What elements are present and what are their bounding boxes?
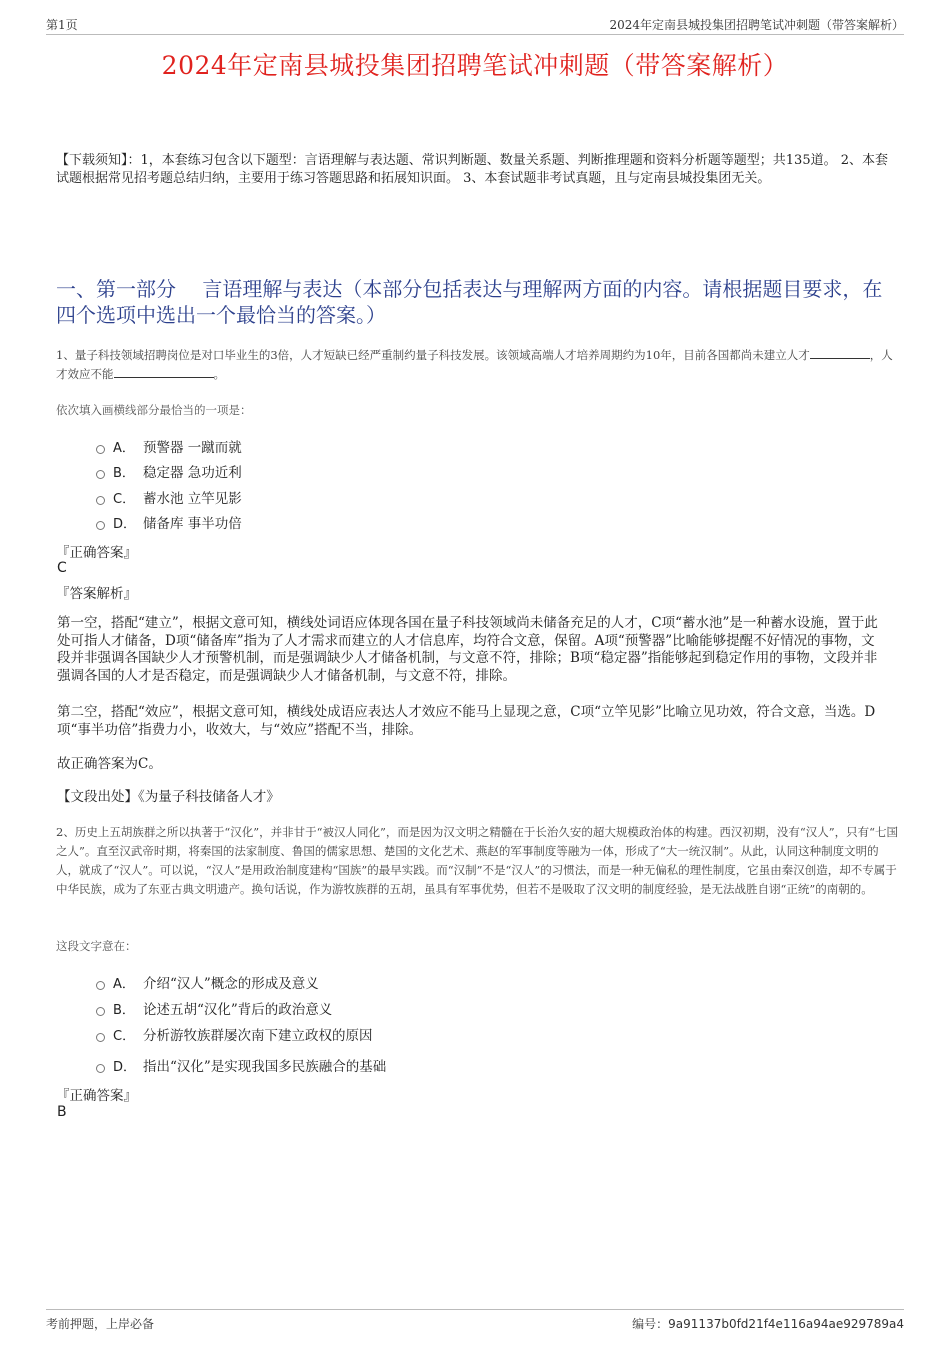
question-1-text-c: 。 bbox=[213, 367, 225, 381]
answer-label: 『正确答案』 bbox=[56, 545, 137, 561]
question-2-option-a[interactable]: A． 介绍“汉人”概念的形成及意义 bbox=[96, 972, 319, 992]
page-number: 第1页 bbox=[46, 18, 78, 32]
radio-icon[interactable] bbox=[96, 496, 105, 505]
correct-answer-2: B bbox=[57, 1104, 67, 1120]
analysis-label: 『答案解析』 bbox=[56, 586, 137, 602]
radio-icon[interactable] bbox=[96, 981, 105, 990]
radio-icon[interactable] bbox=[96, 470, 105, 479]
footer-code-value: 9a91137b0fd21f4e116a94ae929789a4 bbox=[668, 1317, 904, 1331]
analysis-paragraph-3: 故正确答案为C。 bbox=[57, 756, 162, 772]
section-heading: 一、第一部分 言语理解与表达（本部分包括表达与理解两方面的内容。请根据题目要求，在四个选项中选出一个最恰当的答案。） bbox=[56, 277, 883, 327]
answer-label-2: 『正确答案』 bbox=[56, 1088, 137, 1104]
footer-divider bbox=[46, 1309, 904, 1310]
analysis-paragraph-1: 第一空，搭配“建立”，根据文意可知，横线处词语应体现各国在量子科技领域尚未储备充足的人才，C项“蓄水池”是一种蓄水设施，置于此处可指人才储备，D项“储备库”指为了人才需求而建立的人才信息库，均符合文意，保留。A项“预警器”比喻能够提醒不好情况的事物，文段并非强调各国缺少人才预警机制，而是强调缺少人才储备机制，与文意不符，排除；B项“稳定器”指能够起到稳定作用的事物，文段并非强调各国的人才是否稳定，而是强调缺少人才储备机制，与文意不符，排除。 bbox=[57, 615, 878, 684]
question-2-prompt: 这段文字意在： bbox=[56, 939, 137, 953]
question-1-text-b: ，人才效应不能 bbox=[56, 348, 893, 381]
header-doc-title: 2024年定南县城投集团招聘笔试冲刺题（带答案解析） bbox=[609, 18, 904, 32]
footer-code bbox=[632, 1315, 904, 1332]
radio-icon[interactable] bbox=[96, 1033, 105, 1042]
source-citation: 【文段出处】《为量子科技储备人才》 bbox=[57, 789, 280, 805]
blank-2 bbox=[114, 365, 214, 378]
footer-code-label: 编号： bbox=[632, 1317, 669, 1331]
question-2-option-b[interactable]: B． 论述五胡“汉化”背后的政治意义 bbox=[96, 998, 332, 1018]
question-1-option-b[interactable]: B． 稳定器 急功近利 bbox=[96, 461, 242, 481]
radio-icon[interactable] bbox=[96, 1007, 105, 1016]
document-title: 2024年定南县城投集团招聘笔试冲刺题（带答案解析） bbox=[161, 51, 789, 80]
question-1-option-a[interactable]: A． 预警器 一蹴而就 bbox=[96, 436, 242, 456]
question-1-option-d[interactable]: D． 储备库 事半功倍 bbox=[96, 512, 242, 532]
blank-1 bbox=[810, 346, 870, 359]
question-2-option-c[interactable]: C． 分析游牧族群屡次南下建立政权的原因 bbox=[96, 1024, 373, 1044]
analysis-paragraph-2: 第二空，搭配“效应”，根据文意可知，横线处成语应表达人才效应不能马上显现之意，C项“立竿见影”比喻立见功效，符合文意，当选。D项“事半功倍”指费力小，收效大，与“效应”搭配不当，排除。 bbox=[57, 704, 876, 738]
correct-answer: C bbox=[57, 560, 67, 576]
page-header bbox=[46, 14, 904, 35]
question-1-text bbox=[56, 346, 898, 384]
download-notice: 【下载须知】：1，本套练习包含以下题型：言语理解与表达题、常识判断题、数量关系题、判断推理题和资料分析题等题型；共135道。 2、本套试题根据常见招考题总结归纳，主要用于练习答题思路和拓展知识面。 3、本套试题非考试真题，且与定南县城投集团无关。 bbox=[56, 153, 888, 186]
question-2-text: 2、历史上五胡族群之所以执著于“汉化”，并非甘于“被汉人同化”，而是因为汉文明之精髓在于长治久安的超大规模政治体的构建。西汉初期，没有“汉人”，只有“七国之人”。直至汉武帝时期，将秦国的法家制度、鲁国的儒家思想、楚国的文化艺术、燕赵的军事制度等融为一体，形成了“大一统汉制”。从此，认同这种制度文明的人，就成了“汉人”。可以说，“汉人”是用政治制度建构“国族”的最早实践。而“汉制”不是“汉人”的习惯法，而是一种无偏私的理性制度，它虽由秦汉创造，却不专属于中华民族，成为了东亚古典文明遗产。换句话说，作为游牧族群的五胡，虽具有军事优势，但若不是吸取了汉文明的制度经验，是无法战胜自诩“正统”的南朝的。 bbox=[56, 825, 898, 896]
question-1-text-a: 1、量子科技领域招聘岗位是对口毕业生的3倍，人才短缺已经严重制约量子科技发展。该领域高端人才培养周期约为10年，目前各国都尚未建立人才 bbox=[56, 348, 810, 362]
question-2-option-d[interactable]: D． 指出“汉化”是实现我国多民族融合的基础 bbox=[96, 1055, 386, 1075]
footer-slogan: 考前押题，上岸必备 bbox=[46, 1317, 155, 1331]
radio-icon[interactable] bbox=[96, 1064, 105, 1073]
radio-icon[interactable] bbox=[96, 445, 105, 454]
question-1-option-c[interactable]: C． 蓄水池 立竿见影 bbox=[96, 487, 242, 507]
radio-icon[interactable] bbox=[96, 521, 105, 530]
question-1-prompt: 依次填入画横线部分最恰当的一项是： bbox=[56, 403, 252, 417]
